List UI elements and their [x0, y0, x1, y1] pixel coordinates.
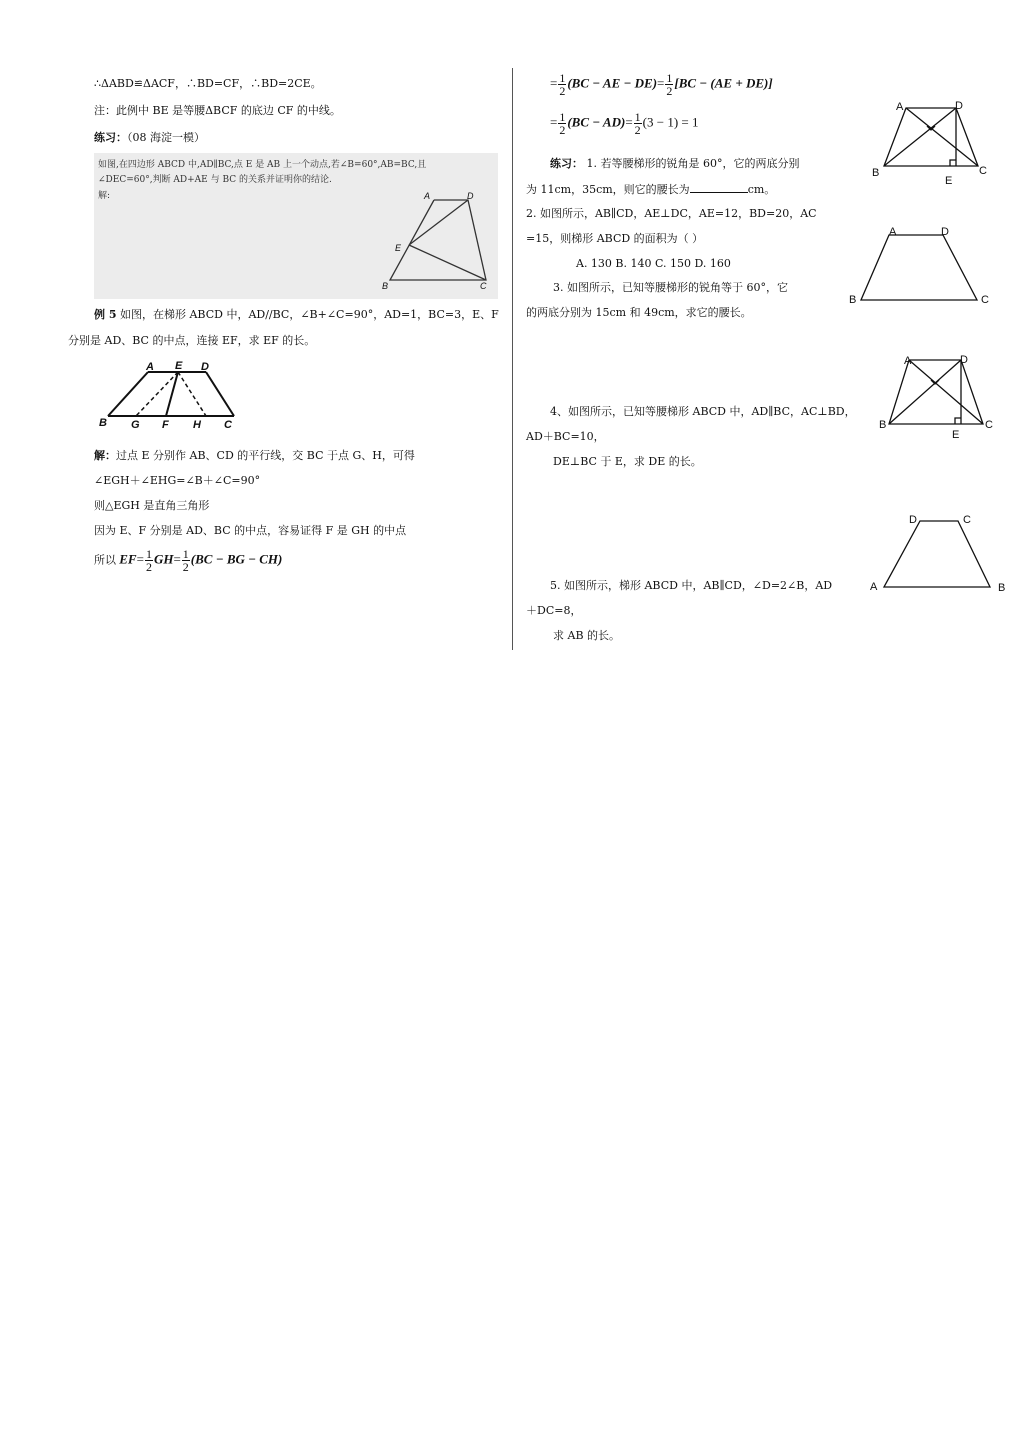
f1-part-a: (BC − AE − DE): [567, 75, 658, 91]
scan-line-1: 如图,在四边形 ABCD 中,AD∥BC,点 E 是 AB 上一个动点,若∠B=60°,AB=BC,且: [98, 160, 427, 170]
solution-line-4: 因为 E、F 分别是 AD、BC 的中点，容易证得 F 是 GH 的中点: [94, 524, 407, 537]
practice-4-line-c: DE⊥BC 于 E，求 DE 的长。: [553, 455, 702, 468]
fig2-label-b: B: [849, 294, 857, 306]
ex5-label-f: F: [162, 419, 169, 431]
practice-2-line-b: =15，则梯形 ABCD 的面积为（ ）: [526, 232, 704, 245]
scan-solution-label: 解:: [98, 191, 111, 201]
fig4-label-c: C: [963, 514, 971, 526]
ex5-label-c: C: [224, 419, 232, 431]
ex5-label-g: G: [131, 419, 140, 431]
f2-half-b: [634, 111, 642, 136]
scan-label-b: B: [382, 281, 389, 291]
column-divider: [512, 68, 513, 650]
half-den-2: 2: [182, 560, 189, 574]
ex5-label-h: H: [193, 419, 201, 431]
ex5-label-e: E: [175, 360, 183, 372]
fig3-label-e: E: [952, 429, 960, 441]
formula-rhs: (BC − BG − CH): [190, 551, 283, 567]
f1-half-b: [665, 72, 673, 97]
practice-1-text-a: 1. 若等腰梯形的锐角是 60°，它的两底分别: [586, 157, 800, 170]
fig2-label-d: D: [941, 226, 949, 238]
practice-2-options: A. 130 B. 140 C. 150 D. 160: [576, 257, 731, 270]
formula-gh: GH: [153, 551, 174, 567]
fig3-label-b: B: [879, 419, 887, 431]
solution-line-1: [94, 449, 415, 463]
scanned-problem: [94, 153, 498, 299]
scan-label-c: C: [480, 281, 487, 291]
practice-3-line-b: 的两底分别为 15cm 和 49cm，求它的腰长。: [526, 306, 752, 319]
f1-den-a: 2: [559, 84, 566, 98]
figure-2-trapezoid: [845, 222, 995, 307]
practice-source: （08 海淀一模）: [127, 131, 205, 144]
practice-2-line-a: 2. 如图所示，AB∥CD，AE⊥DC，AE=12，BD=20，AC: [526, 207, 817, 220]
f2-den-a: 2: [559, 123, 566, 137]
ex5-label-d: D: [201, 361, 209, 373]
f2-num-a: 1: [559, 110, 566, 124]
f2-part-a: (BC − AD): [567, 114, 626, 130]
practice-5-line-c: 求 AB 的长。: [553, 629, 621, 642]
fig4-label-b: B: [998, 582, 1006, 594]
practice-label: 练习：: [94, 131, 127, 144]
practice-1-text-b: 为 11cm，35cm，则它的腰长为: [526, 183, 690, 196]
fig1-label-e: E: [945, 175, 953, 187]
proof-conclusion: ∴ΔABD≌ΔACF，∴BD=CF，∴BD=2CE。: [94, 77, 322, 90]
f1-part-b: [BC − (AE + DE)]: [674, 75, 773, 91]
formula-half-1: [145, 548, 153, 573]
fig4-label-a: A: [870, 581, 878, 593]
half-num-1: 1: [145, 547, 152, 561]
practice-heading: [94, 131, 205, 145]
continued-formula-2: [550, 111, 698, 136]
fig4-label-d: D: [909, 514, 917, 526]
fig2-label-a: A: [889, 226, 897, 238]
example5-trapezoid-figure: [96, 360, 246, 431]
practice-1-unit: cm。: [747, 183, 776, 196]
solution-line-2: ∠EGH＋∠EHG=∠B＋∠C=90°: [94, 474, 261, 487]
f1-eq: =: [550, 75, 558, 91]
figure-3-trapezoid: [875, 348, 1000, 443]
practice-4-line-b: AD＋BC=10，: [526, 430, 605, 443]
f2-eq-2: =: [625, 114, 633, 130]
practice-1-line-a: [550, 157, 799, 171]
formula-half-2: [182, 548, 190, 573]
formula-eq: =: [136, 551, 144, 567]
practice-5-line-b: ＋DC=8，: [526, 604, 582, 617]
continued-formula-1: [550, 72, 773, 97]
formula-eq-2: =: [173, 551, 181, 567]
half-den-1: 2: [145, 560, 152, 574]
example5-text-1: 如图，在梯形 ABCD 中，AD//BC，∠B+∠C=90°，AD=1，BC=3，E、F: [119, 308, 499, 321]
f2-den-b: 2: [634, 123, 641, 137]
f1-den-b: 2: [666, 84, 673, 98]
f1-num-a: 1: [559, 71, 566, 85]
solution-label: 解：: [94, 449, 116, 462]
fig2-label-c: C: [981, 294, 989, 306]
practice-4-line-a: 4、如图所示，已知等腰梯形 ABCD 中，AD∥BC，AC⊥BD，: [550, 405, 856, 418]
solution-formula: [94, 548, 282, 573]
fig3-label-c: C: [985, 419, 993, 431]
figure-4-trapezoid: [862, 510, 1012, 595]
example5-line-1: [94, 308, 499, 322]
ex5-label-b: B: [99, 417, 107, 429]
scan-line-2: ∠DEC=60°,判断 AD+AE 与 BC 的关系并证明你的结论.: [98, 175, 332, 185]
practice-1-label: 练习：: [550, 157, 583, 170]
f1-half-a: [558, 72, 566, 97]
f2-part-b: (3 − 1) = 1: [642, 114, 699, 130]
f2-eq: =: [550, 114, 558, 130]
practice-5-line-a: 5. 如图所示，梯形 ABCD 中，AB∥CD，∠D=2∠B，AD: [550, 579, 833, 592]
example5-line-2: 分别是 AD、BC 的中点，连接 EF，求 EF 的长。: [68, 334, 316, 347]
scan-label-e: E: [395, 243, 402, 253]
scan-label-d: D: [467, 191, 474, 201]
example5-label: 例 5: [94, 308, 117, 321]
half-num-2: 1: [182, 547, 189, 561]
figure-1-trapezoid: [870, 96, 990, 186]
solution-line-3: 则△EGH 是直角三角形: [94, 499, 210, 512]
f1-num-b: 1: [666, 71, 673, 85]
scan-quadrilateral-figure: [94, 153, 498, 299]
formula-prefix: 所以: [94, 553, 116, 567]
f2-num-b: 1: [634, 110, 641, 124]
formula-lhs: EF: [119, 551, 137, 567]
fig3-label-d: D: [960, 354, 968, 366]
fig1-label-a: A: [896, 101, 904, 113]
f1-eq-2: =: [657, 75, 665, 91]
f2-half-a: [558, 111, 566, 136]
ex5-label-a: A: [146, 361, 154, 373]
solution-text-1: 过点 E 分别作 AB、CD 的平行线，交 BC 于点 G、H，可得: [116, 449, 415, 462]
fig3-label-a: A: [904, 355, 912, 367]
practice-3-line-a: 3. 如图所示，已知等腰梯形的锐角等于 60°，它: [553, 281, 788, 294]
fig1-label-d: D: [955, 100, 963, 112]
note-text: 注：此例中 BE 是等腰ΔBCF 的底边 CF 的中线。: [94, 104, 341, 117]
answer-blank[interactable]: [690, 182, 748, 193]
fig1-label-b: B: [872, 167, 880, 179]
practice-1-line-b: [526, 182, 775, 197]
scan-label-a: A: [424, 191, 431, 201]
fig1-label-c: C: [979, 165, 987, 177]
